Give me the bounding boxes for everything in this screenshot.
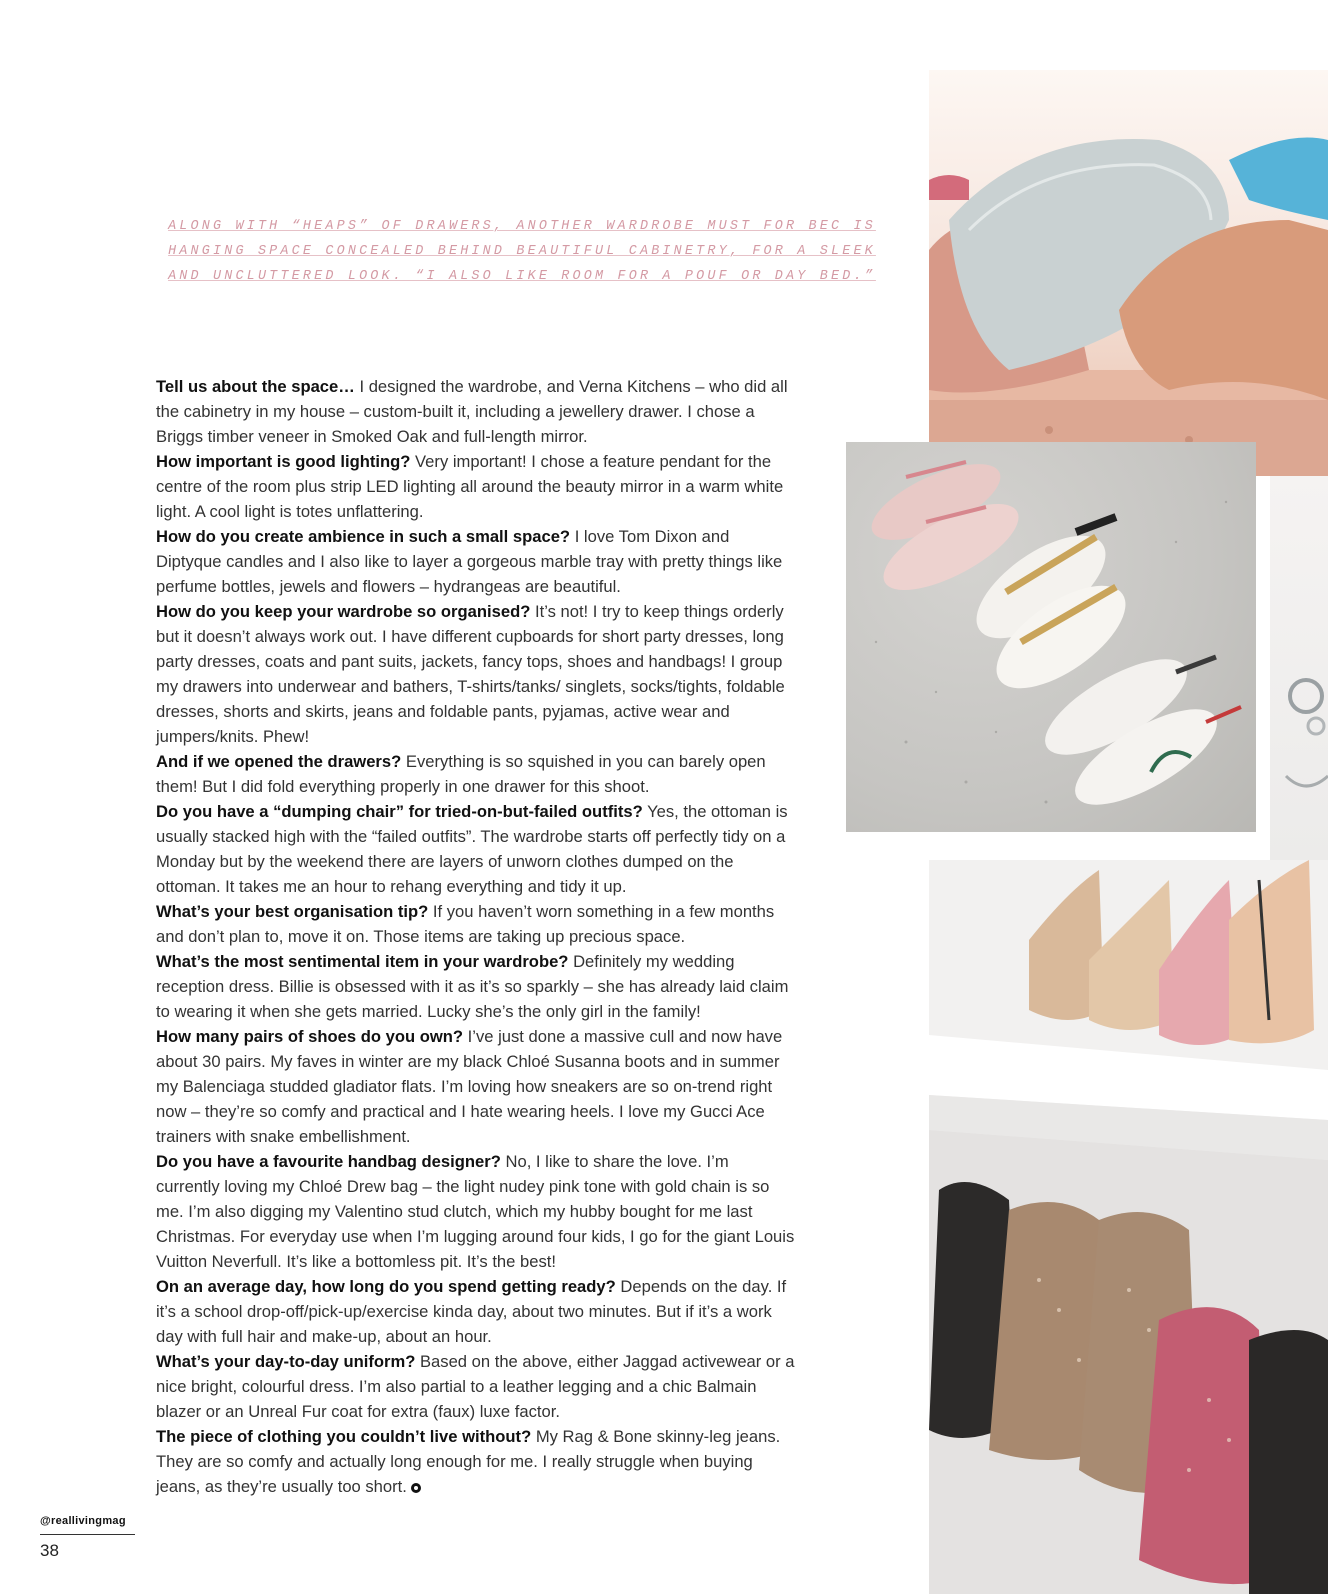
qa-paragraph [156, 524, 796, 599]
qa-paragraph [156, 599, 796, 749]
qa-paragraph [156, 1349, 796, 1424]
answer: It’s not! I try to keep things orderly but it doesn’t always work out. I have different cupboards for short party dresses, long party dresses, coats and pant suits, jackets, fancy tops, shoes and handbags! I group my drawers into underwear and bathers, T-shirts/tanks/ singlets, socks/tights, foldable dresses, shorts and skirts, jeans and foldable pants, pyjamas, active wear and jumpers/knits. Phew! [156, 602, 785, 746]
qa-paragraph [156, 1149, 796, 1274]
question: What’s your day-to-day uniform? [156, 1352, 416, 1371]
qa-paragraph [156, 1024, 796, 1149]
question: Do you have a “dumping chair” for tried-on-but-failed outfits? [156, 802, 643, 821]
photo-jewellery-shelf [1256, 476, 1328, 860]
qa-paragraph [156, 374, 796, 449]
answer: Yes, the ottoman is usually stacked high with the “failed outfits”. The wardrobe starts off perfectly tidy on a Monday but by the weekend there are layers of unworn clothes dumped on the ottoman. It takes me an hour to rehang everything and tidy it up. [156, 802, 788, 896]
photo-sneakers [846, 442, 1256, 832]
answer: Everything is so squished in you can barely open them! But I did fold everything properly in one drawer for this shoot. [156, 752, 766, 796]
answer: My Rag & Bone skinny-leg jeans. They are so comfy and actually long enough for me. I really struggle when buying jeans, as they’re usually too short. [156, 1427, 781, 1496]
article-body [156, 374, 796, 1499]
sneakers-illustration [846, 442, 1256, 832]
question: How do you create ambience in such a small space? [156, 527, 571, 546]
answer: Depends on the day. If it’s a school drop-off/pick-up/exercise kinda day, about two minutes. But if it’s a work day with full hair and make-up, about an hour. [156, 1277, 787, 1346]
qa-paragraph [156, 1424, 796, 1499]
qa-paragraph [156, 799, 796, 899]
answer: Definitely my wedding reception dress. Billie is obsessed with it as it’s so sparkly – she has already laid claim to wearing it when she gets married. Lucky she’s the only girl in the family! [156, 952, 789, 1021]
shoe-shelves-illustration [929, 860, 1328, 1594]
photo-shoe-shelves [929, 860, 1328, 1594]
question: Do you have a favourite handbag designer? [156, 1152, 501, 1171]
question: What’s your best organisation tip? [156, 902, 429, 921]
question: Tell us about the space… [156, 377, 355, 396]
qa-paragraph [156, 449, 796, 524]
qa-paragraph [156, 1274, 796, 1349]
answer: I’ve just done a massive cull and now have about 30 pairs. My faves in winter are my black Chloé Susanna boots and in summer my Balenciaga studded gladiator flats. I’m loving how sneakers are so on-trend right now – they’re so comfy and practical and I hate wearing heels. I love my Gucci Ace trainers with snake embellishment. [156, 1027, 783, 1146]
caption-line: ALONG WITH “HEAPS” OF DRAWERS, ANOTHER WARDROBE MUST FOR BEC IS [168, 219, 876, 234]
answer: If you haven’t worn something in a few months and don’t plan to, move it on. Those items are taking up precious space. [156, 902, 775, 946]
photo-cushions [929, 70, 1328, 476]
question: What’s the most sentimental item in your wardrobe? [156, 952, 569, 971]
answer: I designed the wardrobe, and Verna Kitchens – who did all the cabinetry in my house – custom-built it, including a jewellery drawer. I chose a Briggs timber veneer in Smoked Oak and full-length mirror. [156, 377, 788, 446]
question: How important is good lighting? [156, 452, 411, 471]
answer: Very important! I chose a feature pendant for the centre of the room plus strip LED lighting all around the beauty mirror in a warm white light. A cool light is totes unflattering. [156, 452, 784, 521]
end-mark-icon [411, 1483, 421, 1493]
question: How do you keep your wardrobe so organised? [156, 602, 531, 621]
footer-divider [40, 1534, 135, 1535]
question: And if we opened the drawers? [156, 752, 402, 771]
jewellery-illustration [1256, 476, 1328, 860]
question: How many pairs of shoes do you own? [156, 1027, 464, 1046]
caption-line: AND UNCLUTTERED LOOK. “I ALSO LIKE ROOM FOR A POUF OR DAY BED.” [168, 269, 876, 284]
social-handle: @reallivingmag [40, 1515, 126, 1527]
qa-paragraph [156, 949, 796, 1024]
answer: Based on the above, either Jaggad activewear or a nice bright, colourful dress. I’m also partial to a leather legging and a chic Balmain blazer or an Unreal Fur coat for extra (faux) luxe factor. [156, 1352, 795, 1421]
answer: No, I like to share the love. I’m currently loving my Chloé Drew bag – the light nudey pink tone with gold chain is so me. I’m also digging my Valentino stud clutch, which my hubby bought for me last Christmas. For everyday use when I’m lugging around four kids, I go for the giant Louis Vuitton Neverfull. It’s like a bottomless pit. It’s the best! [156, 1152, 795, 1271]
qa-paragraph [156, 749, 796, 799]
question: On an average day, how long do you spend getting ready? [156, 1277, 616, 1296]
photo-caption [156, 214, 888, 289]
caption-line: HANGING SPACE CONCEALED BEHIND BEAUTIFUL CABINETRY, FOR A SLEEK [168, 244, 876, 259]
cushions-illustration [929, 70, 1328, 476]
answer: I love Tom Dixon and Diptyque candles and I also like to layer a gorgeous marble tray with pretty things like perfume bottles, jewels and flowers – hydrangeas are beautiful. [156, 527, 783, 596]
page-number: 38 [40, 1541, 59, 1560]
question: The piece of clothing you couldn’t live without? [156, 1427, 532, 1446]
qa-paragraph [156, 899, 796, 949]
